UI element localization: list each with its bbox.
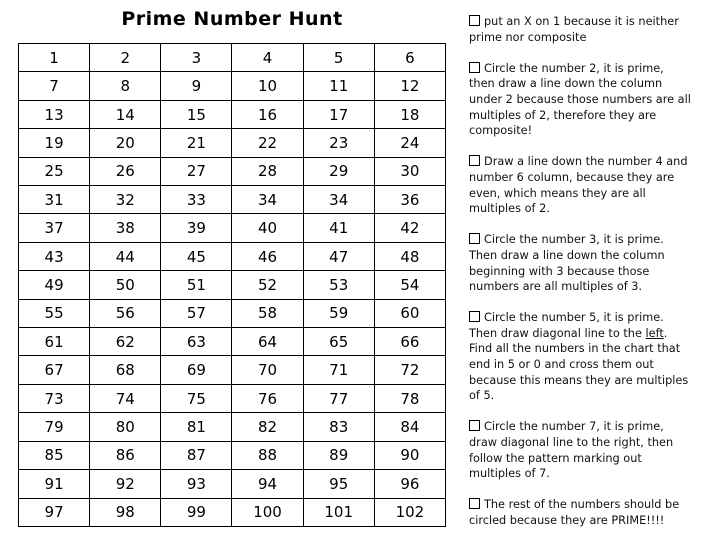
grid-cell: 101 xyxy=(303,498,374,527)
grid-cell: 49 xyxy=(19,271,90,299)
grid-row xyxy=(19,299,446,327)
number-grid xyxy=(18,43,446,527)
grid-cell: 10 xyxy=(232,72,303,100)
instruction-step xyxy=(469,419,691,481)
checkbox-icon[interactable] xyxy=(469,155,480,166)
grid-cell: 54 xyxy=(374,271,445,299)
grid-cell: 76 xyxy=(232,384,303,412)
grid-cell: 13 xyxy=(19,100,90,128)
grid-cell: 32 xyxy=(90,186,161,214)
grid-cell: 60 xyxy=(374,299,445,327)
grid-cell: 12 xyxy=(374,72,445,100)
grid-row xyxy=(19,186,446,214)
grid-cell: 37 xyxy=(19,214,90,242)
grid-cell: 55 xyxy=(19,299,90,327)
grid-cell: 96 xyxy=(374,470,445,498)
grid-cell: 89 xyxy=(303,441,374,469)
grid-row xyxy=(19,498,446,527)
instruction-step xyxy=(469,61,691,139)
grid-cell: 84 xyxy=(374,413,445,441)
grid-cell: 5 xyxy=(303,44,374,72)
grid-row xyxy=(19,72,446,100)
grid-row xyxy=(19,384,446,412)
grid-cell: 11 xyxy=(303,72,374,100)
grid-cell: 86 xyxy=(90,441,161,469)
grid-cell: 41 xyxy=(303,214,374,242)
grid-cell: 22 xyxy=(232,129,303,157)
grid-cell: 21 xyxy=(161,129,232,157)
grid-cell: 7 xyxy=(19,72,90,100)
instruction-step xyxy=(469,232,691,294)
grid-cell: 6 xyxy=(374,44,445,72)
grid-row xyxy=(19,328,446,356)
grid-row xyxy=(19,44,446,72)
grid-cell: 102 xyxy=(374,498,445,527)
grid-row xyxy=(19,242,446,270)
instruction-text: The rest of the numbers should be circled because they are PRIME!!!! xyxy=(469,498,680,527)
grid-cell: 99 xyxy=(161,498,232,527)
grid-cell: 93 xyxy=(161,470,232,498)
grid-cell: 91 xyxy=(19,470,90,498)
number-grid-body xyxy=(19,44,446,527)
grid-cell: 70 xyxy=(232,356,303,384)
grid-row xyxy=(19,470,446,498)
grid-cell: 62 xyxy=(90,328,161,356)
instruction-text: Circle the number 5, it is prime. Then draw diagonal line to the xyxy=(469,311,664,340)
grid-cell: 65 xyxy=(303,328,374,356)
grid-row xyxy=(19,214,446,242)
checkbox-icon[interactable] xyxy=(469,15,480,26)
grid-cell: 52 xyxy=(232,271,303,299)
grid-cell: 15 xyxy=(161,100,232,128)
checkbox-icon[interactable] xyxy=(469,233,480,244)
instruction-text: Circle the number 2, it is prime, then draw a line down the column under 2 because those numbers are all multiples of 2, therefore they are composite! xyxy=(469,61,691,138)
grid-cell: 87 xyxy=(161,441,232,469)
grid-cell: 40 xyxy=(232,214,303,242)
grid-cell: 68 xyxy=(90,356,161,384)
grid-cell: 24 xyxy=(374,129,445,157)
checkbox-icon[interactable] xyxy=(469,62,480,73)
grid-cell: 57 xyxy=(161,299,232,327)
grid-cell: 38 xyxy=(90,214,161,242)
grid-row xyxy=(19,441,446,469)
grid-cell: 64 xyxy=(232,328,303,356)
grid-cell: 30 xyxy=(374,157,445,185)
grid-cell: 61 xyxy=(19,328,90,356)
instruction-text: . Find all the numbers in the chart that end in 5 or 0 and cross them out because this means they are multiples of 5. xyxy=(469,326,689,403)
grid-cell: 8 xyxy=(90,72,161,100)
grid-cell: 44 xyxy=(90,242,161,270)
grid-cell: 94 xyxy=(232,470,303,498)
grid-cell: 23 xyxy=(303,129,374,157)
grid-cell: 29 xyxy=(303,157,374,185)
grid-cell: 39 xyxy=(161,214,232,242)
instruction-step xyxy=(469,154,691,216)
grid-cell: 92 xyxy=(90,470,161,498)
grid-cell: 50 xyxy=(90,271,161,299)
grid-cell: 81 xyxy=(161,413,232,441)
grid-cell: 82 xyxy=(232,413,303,441)
grid-cell: 28 xyxy=(232,157,303,185)
grid-cell: 36 xyxy=(374,186,445,214)
grid-cell: 80 xyxy=(90,413,161,441)
grid-cell: 53 xyxy=(303,271,374,299)
grid-cell: 18 xyxy=(374,100,445,128)
instruction-text: put an X on 1 because it is neither prime nor composite xyxy=(469,15,679,44)
grid-row xyxy=(19,157,446,185)
grid-cell: 47 xyxy=(303,242,374,270)
grid-cell: 79 xyxy=(19,413,90,441)
grid-cell: 75 xyxy=(161,384,232,412)
grid-cell: 31 xyxy=(19,186,90,214)
grid-row xyxy=(19,100,446,128)
grid-cell: 17 xyxy=(303,100,374,128)
grid-cell: 78 xyxy=(374,384,445,412)
grid-row xyxy=(19,129,446,157)
instruction-step xyxy=(469,497,691,528)
grid-cell: 51 xyxy=(161,271,232,299)
grid-cell: 2 xyxy=(90,44,161,72)
instruction-step xyxy=(469,310,691,404)
grid-cell: 95 xyxy=(303,470,374,498)
grid-cell: 73 xyxy=(19,384,90,412)
grid-cell: 67 xyxy=(19,356,90,384)
grid-cell: 43 xyxy=(19,242,90,270)
grid-cell: 25 xyxy=(19,157,90,185)
grid-cell: 66 xyxy=(374,328,445,356)
grid-cell: 63 xyxy=(161,328,232,356)
page-title: Prime Number Hunt xyxy=(121,8,343,30)
grid-cell: 42 xyxy=(374,214,445,242)
instruction-text: Draw a line down the number 4 and number 6 column, because they are even, which means they are all multiples of 2. xyxy=(469,155,688,216)
grid-row xyxy=(19,413,446,441)
instruction-text: Circle the number 7, it is prime, draw diagonal line to the right, then follow the pattern marking out multiples of 7. xyxy=(469,420,674,481)
grid-cell: 85 xyxy=(19,441,90,469)
grid-cell: 72 xyxy=(374,356,445,384)
grid-cell: 9 xyxy=(161,72,232,100)
grid-row xyxy=(19,356,446,384)
grid-cell: 100 xyxy=(232,498,303,527)
grid-cell: 3 xyxy=(161,44,232,72)
grid-cell: 20 xyxy=(90,129,161,157)
instruction-text: Circle the number 3, it is prime. Then draw a line down the column beginning with 3 because those numbers are all multiples of 3. xyxy=(469,233,665,294)
instructions-list xyxy=(469,14,691,544)
grid-cell: 4 xyxy=(232,44,303,72)
grid-cell: 1 xyxy=(19,44,90,72)
grid-cell: 46 xyxy=(232,242,303,270)
grid-cell: 45 xyxy=(161,242,232,270)
checkbox-icon[interactable] xyxy=(469,311,480,322)
grid-cell: 69 xyxy=(161,356,232,384)
grid-cell: 98 xyxy=(90,498,161,527)
grid-cell: 14 xyxy=(90,100,161,128)
grid-cell: 97 xyxy=(19,498,90,527)
grid-cell: 26 xyxy=(90,157,161,185)
grid-cell: 90 xyxy=(374,441,445,469)
instruction-step xyxy=(469,14,691,45)
grid-cell: 19 xyxy=(19,129,90,157)
grid-cell: 34 xyxy=(303,186,374,214)
grid-cell: 71 xyxy=(303,356,374,384)
grid-cell: 48 xyxy=(374,242,445,270)
grid-cell: 56 xyxy=(90,299,161,327)
grid-cell: 16 xyxy=(232,100,303,128)
checkbox-icon[interactable] xyxy=(469,420,480,431)
instruction-underlined-text: left xyxy=(645,326,664,340)
grid-cell: 83 xyxy=(303,413,374,441)
grid-cell: 88 xyxy=(232,441,303,469)
grid-cell: 77 xyxy=(303,384,374,412)
grid-cell: 34 xyxy=(232,186,303,214)
grid-row xyxy=(19,271,446,299)
grid-cell: 74 xyxy=(90,384,161,412)
grid-cell: 33 xyxy=(161,186,232,214)
checkbox-icon[interactable] xyxy=(469,498,480,509)
grid-cell: 58 xyxy=(232,299,303,327)
grid-cell: 27 xyxy=(161,157,232,185)
grid-cell: 59 xyxy=(303,299,374,327)
